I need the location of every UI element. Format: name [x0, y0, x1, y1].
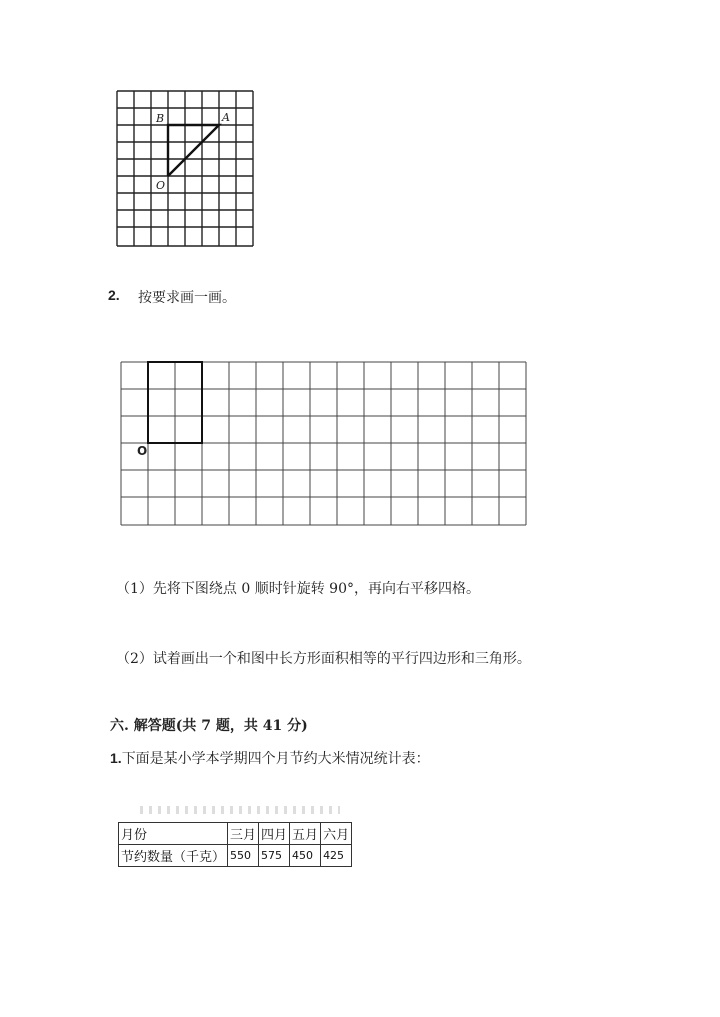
header-cell: 月份 [119, 823, 228, 845]
header-cell: 六月 [321, 823, 352, 845]
value-cell: 575 [259, 845, 290, 867]
problem-1 [110, 748, 430, 768]
header-cell: 四月 [259, 823, 290, 845]
origin-label: O [137, 444, 148, 458]
label-o: O [156, 179, 166, 192]
scan-artifact [140, 806, 340, 814]
question-2-part-2: （2）试着画出一个和图中长方形面积相等的平行四边形和三角形。 [116, 651, 531, 667]
header-cell: 五月 [290, 823, 321, 845]
section-6-title: 六. 解答题(共 7 题，共 41 分) [110, 718, 308, 734]
label-b: B [156, 112, 165, 125]
header-cell: 三月 [228, 823, 259, 845]
stats-table [118, 822, 352, 867]
value-cell: 425 [321, 845, 352, 867]
table-row [119, 845, 352, 867]
question-2-number: 2. [108, 287, 120, 303]
question-2-text: 按要求画一画。 [138, 290, 236, 306]
question-2-part-1: （1）先将下图绕点 0 顺时针旋转 90°，再向右平移四格。 [116, 581, 480, 597]
table-header-row [119, 823, 352, 845]
problem-1-number: 1. [110, 750, 122, 766]
value-cell: 550 [228, 845, 259, 867]
row-label: 节约数量（千克） [119, 845, 228, 867]
value-cell: 450 [290, 845, 321, 867]
problem-1-text: 下面是某小学本学期四个月节约大米情况统计表： [121, 751, 430, 767]
label-a: A [222, 111, 230, 124]
